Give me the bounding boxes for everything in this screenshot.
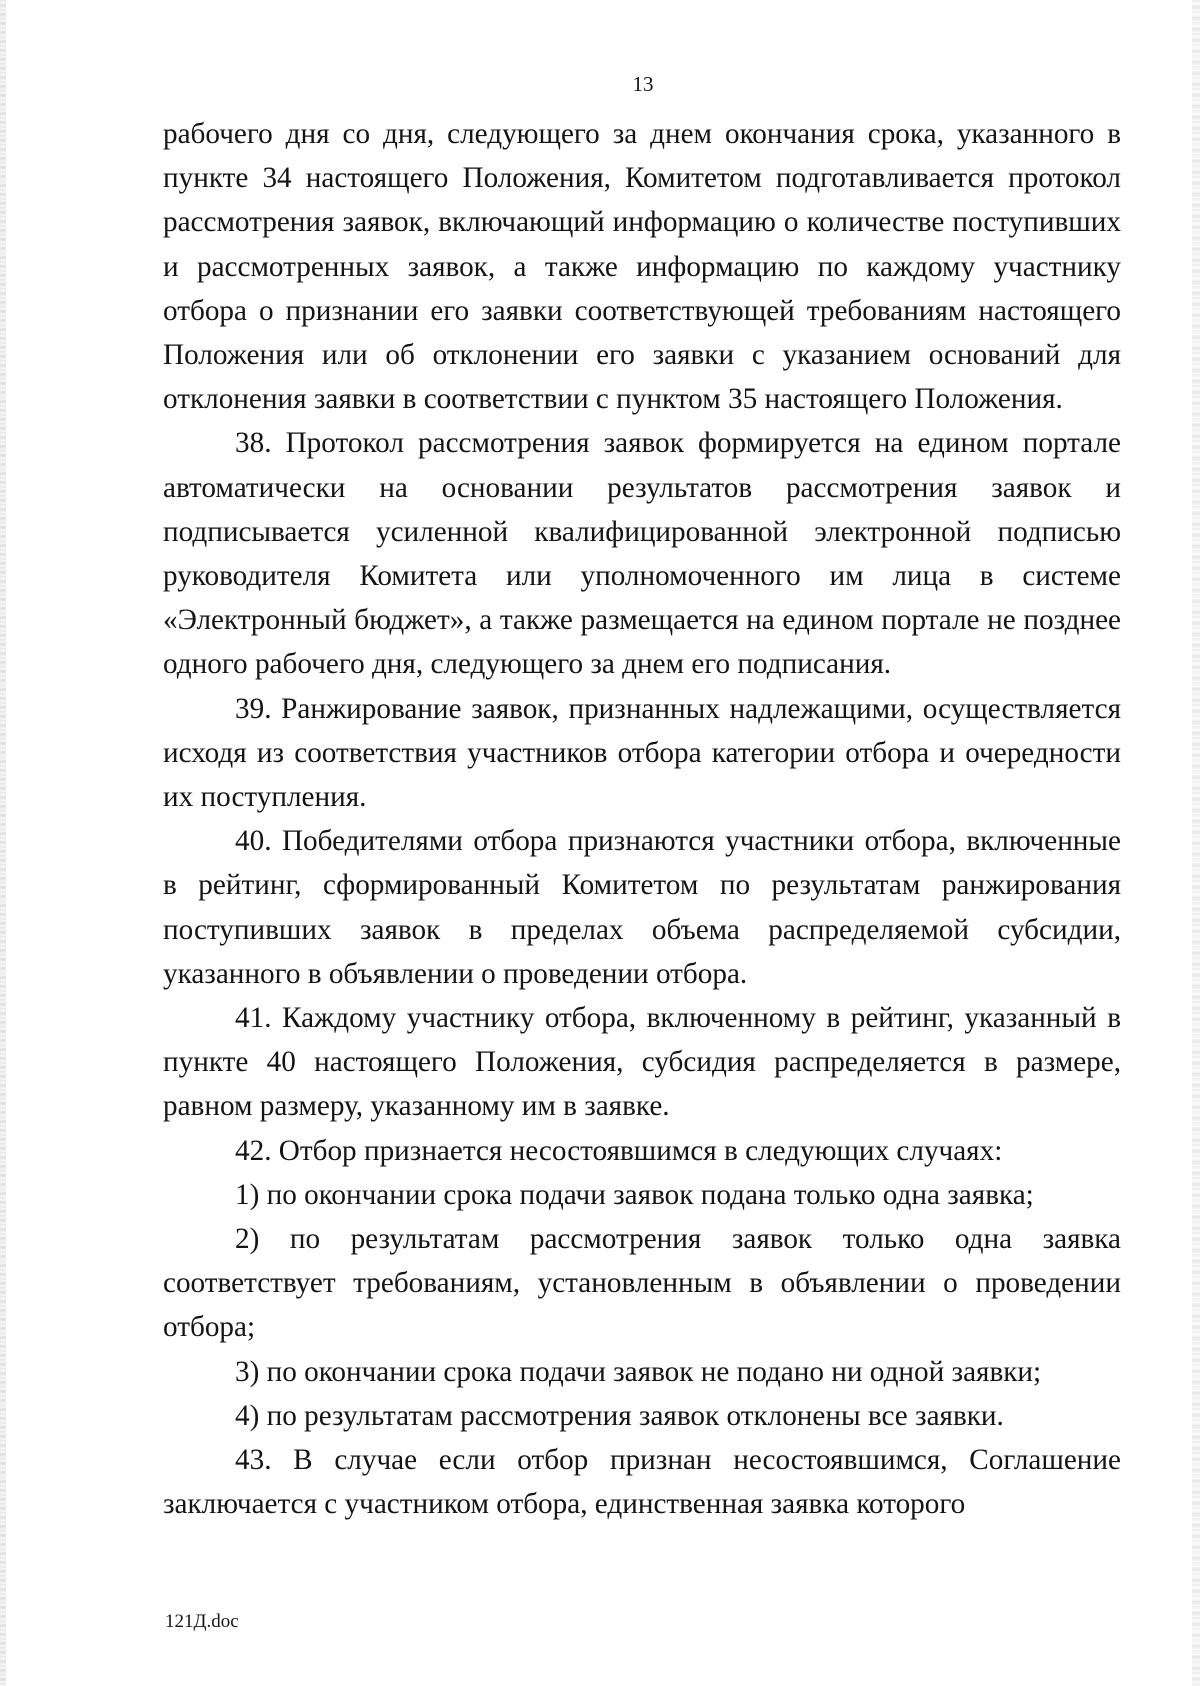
list-item-2: 2) по результатам рассмотрения заявок только одна заявка соответствует требованиям, установленным в объявлении о проведении отбора; [163, 1223, 1121, 1344]
paragraph-continuation: рабочего дня со дня, следующего за днем окончания срока, указанного в пункте 34 настоящего Положения, Комитетом подготавливается протокол рассмотрения заявок, включающий информацию о количестве поступивших и рассмотренных заявок, а также информацию по каждому участнику отбора о признании его заявки соответствующей требованиям настоящего Положения или об отклонении его заявки с указанием оснований для отклонения заявки в соответствии с пунктом 35 настоящего Положения. [163, 118, 1121, 416]
scan-edge-left [0, 0, 6, 1686]
list-item-4: 4) по результатам рассмотрения заявок отклонены все заявки. [235, 1399, 1004, 1432]
paragraph-39: 39. Ранжирование заявок, признанных надлежащими, осуществляется исходя из соответствия участников отбора категории отбора и очередности их поступления. [163, 692, 1121, 814]
paragraph-38: 38. Протокол рассмотрения заявок формируется на едином портале автоматически на основании результатов рассмотрения заявок и подписывается усиленной квалифицированной электронной подписью руководителя Комитета или уполномоченного им лица в системе «Электронный бюджет», а также размещается на едином портале не позднее одного рабочего дня, следующего за днем его подписания. [163, 427, 1121, 681]
paragraph-41: 41. Каждому участнику отбора, включенному в рейтинг, указанный в пункте 40 настоящего Положения, субсидия распределяется в размере, равном размеру, указанному им в заявке. [163, 1002, 1121, 1123]
scan-edge-right [1192, 0, 1200, 1686]
paragraph-43: 43. В случае если отбор признан несостоявшимся, Соглашение заключается с участником отбора, единственная заявка которого [163, 1444, 1121, 1521]
list-item-3: 3) по окончании срока подачи заявок не подано ни одной заявки; [235, 1355, 1042, 1388]
page-number: 13 [632, 72, 654, 96]
footer-filename: 121Д.doc [165, 1611, 239, 1632]
document-body [163, 112, 1121, 1527]
list-item-1: 1) по окончании срока подачи заявок подана только одна заявка; [235, 1178, 1034, 1211]
paragraph-42: 42. Отбор признается несостоявшимся в следующих случаях: [235, 1134, 1003, 1167]
paragraph-40: 40. Победителями отбора признаются участники отбора, включенные в рейтинг, сформированный Комитетом по результатам ранжирования поступивших заявок в пределах объема распределяемой субсидии, указанного в объявлении о проведении отбора. [163, 825, 1121, 990]
